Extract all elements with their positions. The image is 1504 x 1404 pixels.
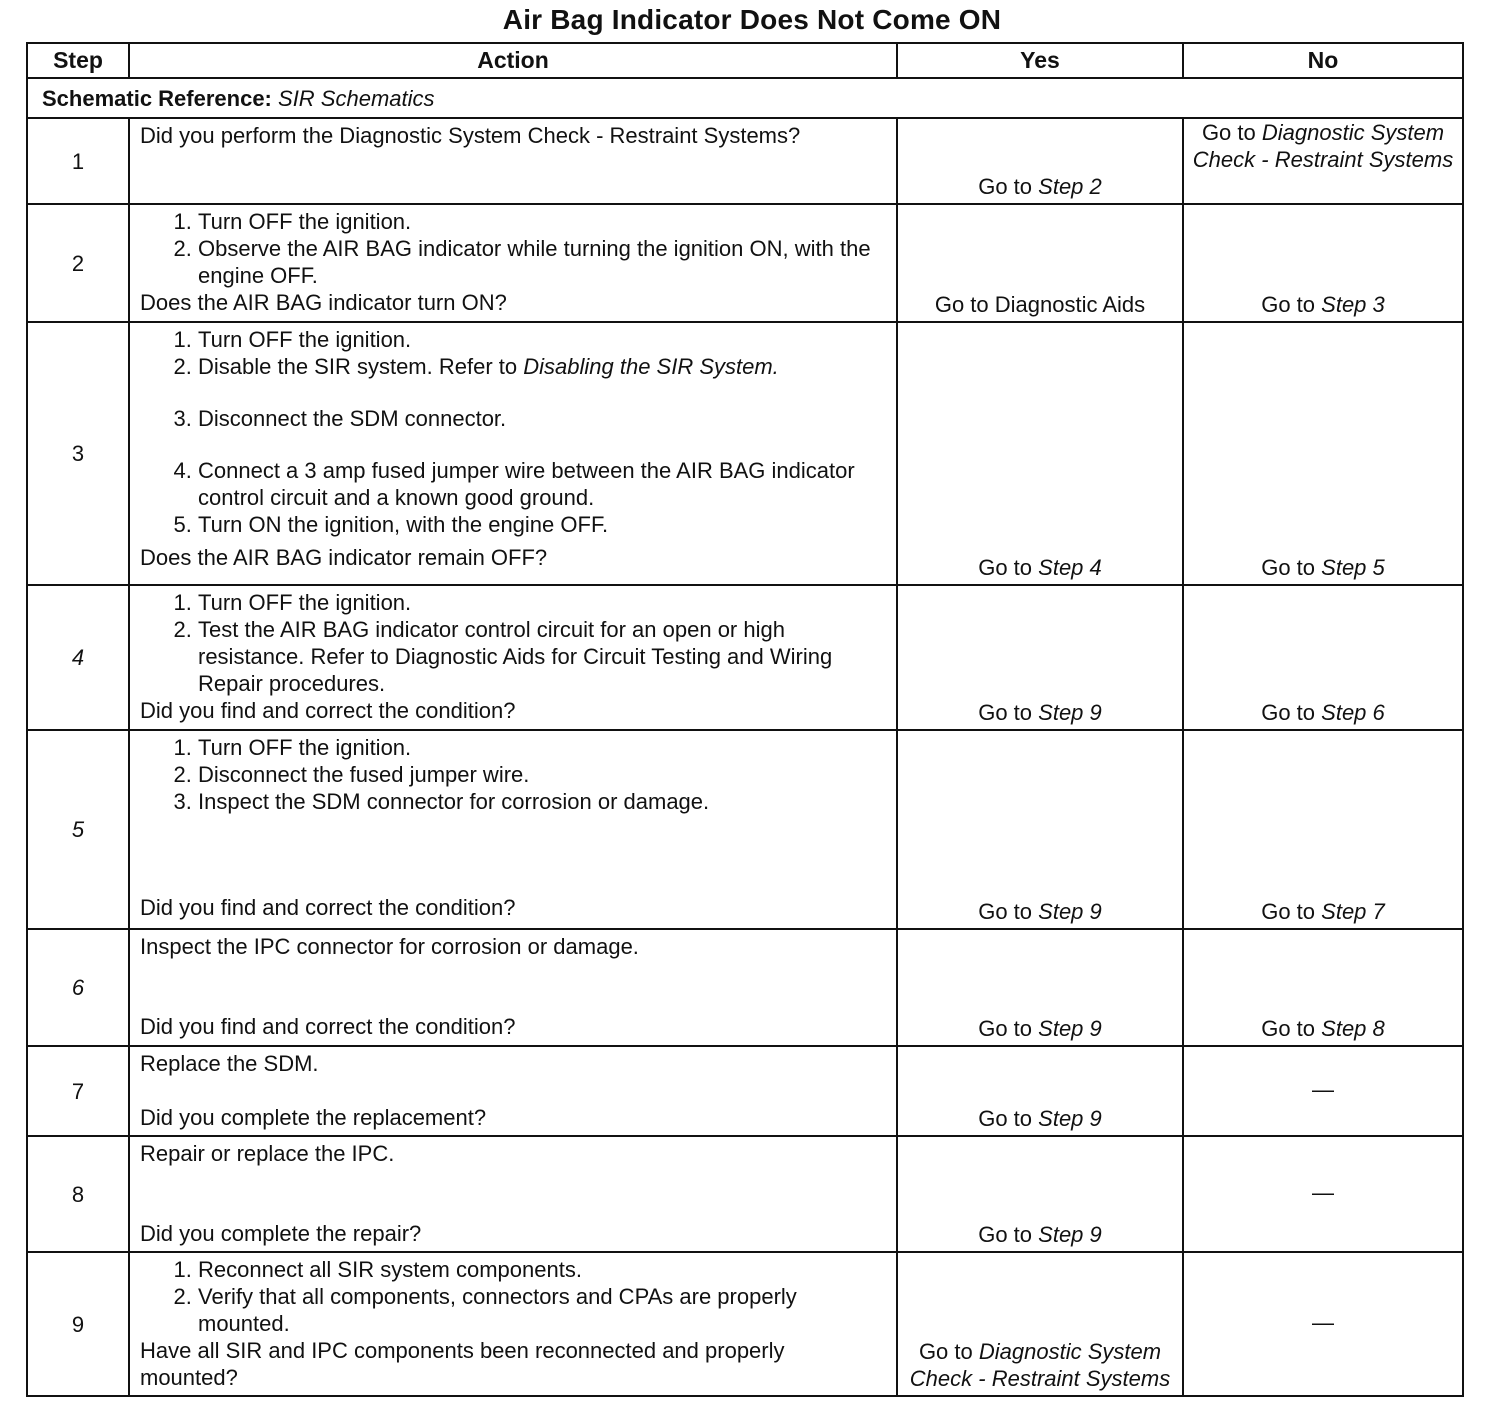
yes-cell: [897, 929, 1183, 1046]
action-cell: [129, 1136, 897, 1252]
yes-cell: [897, 730, 1183, 929]
action-cell: [129, 730, 897, 929]
step-number: 3: [27, 322, 129, 585]
no-cell: [1183, 1252, 1463, 1396]
yes-cell: [897, 322, 1183, 585]
yes-cell: [897, 204, 1183, 322]
disabling-sir-link[interactable]: Disabling the SIR System.: [523, 354, 779, 379]
header-action: Action: [129, 43, 897, 78]
step-number: 5: [27, 730, 129, 929]
action-item: 2. Test the AIR BAG indicator control circuit for an open or high resistance. Refer to Diagnostic Aids for Circuit Testing and Wiring Repair procedures.: [198, 616, 886, 697]
action-list: [140, 1256, 886, 1337]
yes-prefix: Go to: [978, 1106, 1033, 1131]
yes-prefix: Go to: [978, 1016, 1033, 1041]
action-cell: [129, 1252, 897, 1396]
yes-prefix: Go to: [978, 899, 1033, 924]
yes-cell: [897, 1252, 1183, 1396]
yes-link[interactable]: Step 9: [1038, 1106, 1102, 1131]
table-row: [27, 204, 1463, 322]
action-text: Replace the SDM.: [140, 1051, 319, 1076]
yes-prefix[interactable]: Go to Diagnostic Aids: [934, 292, 1146, 317]
action-cell: [129, 322, 897, 585]
no-prefix: Go to: [1201, 120, 1256, 145]
step-number: 4: [27, 585, 129, 730]
action-item: 1. Reconnect all SIR system components.: [198, 1256, 886, 1283]
action-cell: [129, 204, 897, 322]
action-list: [140, 734, 886, 815]
yes-prefix: Go to: [978, 1222, 1033, 1247]
no-link[interactable]: Step 8: [1321, 1016, 1385, 1041]
no-prefix: Go to: [1261, 555, 1316, 580]
step-number: 9: [27, 1252, 129, 1396]
header-step: Step: [27, 43, 129, 78]
action-list: [140, 326, 886, 538]
action-item: 1. Turn OFF the ignition.: [198, 208, 886, 235]
yes-cell: [897, 118, 1183, 204]
action-item: 2. Verify that all components, connectors and CPAs are properly mounted.: [198, 1283, 886, 1337]
no-link[interactable]: Step 5: [1321, 555, 1385, 580]
no-link[interactable]: Step 6: [1321, 700, 1385, 725]
step-question: Have all SIR and IPC components been reconnected and properly mounted?: [140, 1338, 785, 1390]
yes-link[interactable]: Step 9: [1038, 1016, 1102, 1041]
yes-prefix: Go to: [978, 700, 1033, 725]
action-item: 1. Turn OFF the ignition.: [198, 589, 886, 616]
action-item: 1. Turn OFF the ignition.: [198, 734, 886, 761]
step-question: Did you find and correct the condition?: [140, 1014, 516, 1039]
yes-link[interactable]: Step 2: [1038, 174, 1102, 199]
no-cell: [1183, 929, 1463, 1046]
action-item: 4. Connect a 3 amp fused jumper wire between the AIR BAG indicator control circuit and a known good ground.: [198, 457, 886, 511]
no-prefix: Go to: [1261, 700, 1316, 725]
step-number: 8: [27, 1136, 129, 1252]
header-row: [27, 43, 1463, 78]
header-yes: Yes: [897, 43, 1183, 78]
step-question: Does the AIR BAG indicator turn ON?: [140, 290, 507, 315]
no-dash: —: [1312, 1180, 1334, 1205]
action-cell: [129, 1046, 897, 1136]
action-item: 5. Turn ON the ignition, with the engine OFF.: [198, 511, 886, 538]
no-prefix: Go to: [1261, 899, 1316, 924]
action-cell: [129, 118, 897, 204]
action-cell: [129, 929, 897, 1046]
table-row: [27, 730, 1463, 929]
no-link[interactable]: Step 3: [1321, 292, 1385, 317]
action-item: 2. Observe the AIR BAG indicator while turning the ignition ON, with the engine OFF.: [198, 235, 886, 289]
yes-cell: [897, 1136, 1183, 1252]
step-question: Did you complete the repair?: [140, 1221, 422, 1246]
no-prefix: Go to: [1261, 1016, 1316, 1041]
table-row: [27, 1252, 1463, 1396]
step-question: Did you find and correct the condition?: [140, 895, 516, 920]
page-title: Air Bag Indicator Does Not Come ON: [502, 4, 1002, 35]
yes-prefix: Go to: [978, 555, 1033, 580]
table-row: [27, 585, 1463, 730]
no-link[interactable]: Diagnostic System Check - Restraint Systems: [1192, 120, 1454, 172]
no-dash: —: [1312, 1077, 1334, 1102]
step-number: 1: [27, 118, 129, 204]
no-cell: [1183, 1136, 1463, 1252]
schematic-row: [27, 78, 1463, 118]
schematic-reference: [27, 78, 1463, 118]
schematic-label: Schematic Reference:: [42, 85, 272, 111]
yes-link[interactable]: Step 9: [1038, 700, 1102, 725]
yes-link[interactable]: Step 4: [1038, 555, 1102, 580]
yes-prefix: Go to: [918, 1339, 973, 1364]
diagnostic-table: [26, 42, 1464, 1397]
schematic-link[interactable]: SIR Schematics: [278, 85, 435, 111]
yes-link[interactable]: Diagnostic System Check - Restraint Systems: [909, 1339, 1171, 1391]
no-cell: [1183, 204, 1463, 322]
yes-link[interactable]: Step 9: [1038, 1222, 1102, 1247]
step-question: Did you complete the replacement?: [140, 1105, 487, 1130]
no-cell: [1183, 322, 1463, 585]
action-item: 3. Inspect the SDM connector for corrosion or damage.: [198, 788, 886, 815]
step-number: 2: [27, 204, 129, 322]
no-prefix: Go to: [1261, 292, 1316, 317]
action-item: 2. Disconnect the fused jumper wire.: [198, 761, 886, 788]
yes-cell: [897, 1046, 1183, 1136]
no-cell: [1183, 118, 1463, 204]
action-cell: [129, 585, 897, 730]
table-row: [27, 1136, 1463, 1252]
step-question: Did you perform the Diagnostic System Check - Restraint Systems?: [140, 123, 801, 148]
no-cell: [1183, 1046, 1463, 1136]
yes-prefix: Go to: [978, 174, 1033, 199]
table-row: [27, 929, 1463, 1046]
action-text: Inspect the IPC connector for corrosion or damage.: [140, 934, 639, 959]
no-cell: [1183, 730, 1463, 929]
header-no: No: [1183, 43, 1463, 78]
yes-cell: [897, 585, 1183, 730]
action-list: [140, 589, 886, 697]
step-number: 6: [27, 929, 129, 1046]
no-link[interactable]: Step 7: [1321, 899, 1385, 924]
no-dash: —: [1312, 1310, 1334, 1335]
no-cell: [1183, 585, 1463, 730]
action-list: [140, 208, 886, 289]
action-item: 2. Disable the SIR system. Refer to Disabling the SIR System.: [198, 353, 886, 380]
table-row: [27, 322, 1463, 585]
action-text: Repair or replace the IPC.: [140, 1141, 395, 1166]
step-number: 7: [27, 1046, 129, 1136]
table-row: [27, 1046, 1463, 1136]
step-question: Does the AIR BAG indicator remain OFF?: [140, 545, 548, 570]
step-question: Did you find and correct the condition?: [140, 698, 516, 723]
table-row: [27, 118, 1463, 204]
yes-link[interactable]: Step 9: [1038, 899, 1102, 924]
action-item: 1. Turn OFF the ignition.: [198, 326, 886, 353]
action-item: 3. Disconnect the SDM connector.: [198, 405, 886, 432]
